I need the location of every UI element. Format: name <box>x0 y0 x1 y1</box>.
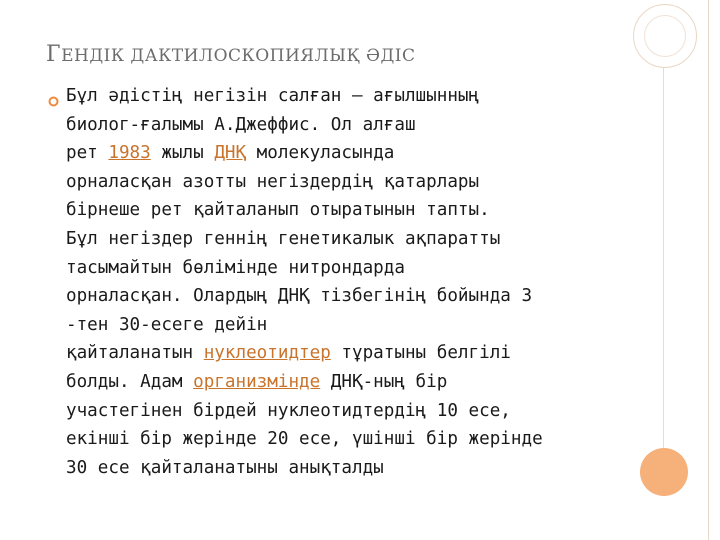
bullet-icon <box>48 96 58 106</box>
decorative-dot-icon <box>640 448 688 496</box>
body-line: бірнеше рет қайталанып отыратынын тапты. <box>66 200 490 221</box>
body-line: участегінен бірдей нуклеотидтердің 10 есе, <box>66 400 511 421</box>
body-line <box>66 139 626 168</box>
body-line <box>66 368 626 397</box>
link-1983[interactable]: 1983 <box>108 143 151 164</box>
text-segment: ДНҚ-ның бір <box>320 371 448 392</box>
title-rest: ЕНДІК ДАКТИЛОСКОПИЯЛЫҚ ӘДІС <box>61 46 416 66</box>
text-segment: қайталанатын <box>66 343 204 364</box>
body-line <box>66 339 626 368</box>
body-line: Бұл әдістің негізін салған — ағылшынның <box>66 86 480 106</box>
bullet-shape <box>48 96 59 107</box>
link-organism[interactable]: организмінде <box>193 371 321 392</box>
body-line: 30 есе қайталанатыны анықталды <box>66 457 384 478</box>
decorative-circle-icon <box>633 4 697 68</box>
body-line: -тен 30-есеге дейін <box>66 314 268 335</box>
body-line: орналасқан. Олардың ДНҚ тізбегінің бойында 3 <box>66 286 533 307</box>
text-segment: тұратыны белгілі <box>330 343 511 364</box>
decorative-line <box>663 68 664 448</box>
body-line: екінші бір жерінде 20 есе, үшінші бір жерінде <box>66 429 543 450</box>
body-line: орналасқан азотты негіздердің қатарлары <box>66 171 480 192</box>
text-segment: молекуласында <box>246 143 395 164</box>
slide-title <box>46 42 415 67</box>
text-segment: болды. Адам <box>66 371 194 392</box>
link-nucleotides[interactable]: нуклеотидтер <box>203 343 331 364</box>
title-first-letter: Г <box>46 42 62 67</box>
text-segment: жылы <box>150 143 215 164</box>
body-line: биолог-ғалымы А.Джеффис. Ол алғаш <box>66 114 416 135</box>
link-dnk[interactable]: ДНҚ <box>214 143 247 164</box>
body-line: тасымайтын бөлімінде нитрондарда <box>66 257 405 278</box>
body-line: Бұл негіздер геннің генетикалык ақпаратты <box>66 228 501 249</box>
body-text <box>66 82 626 482</box>
text-segment: рет <box>66 143 109 164</box>
